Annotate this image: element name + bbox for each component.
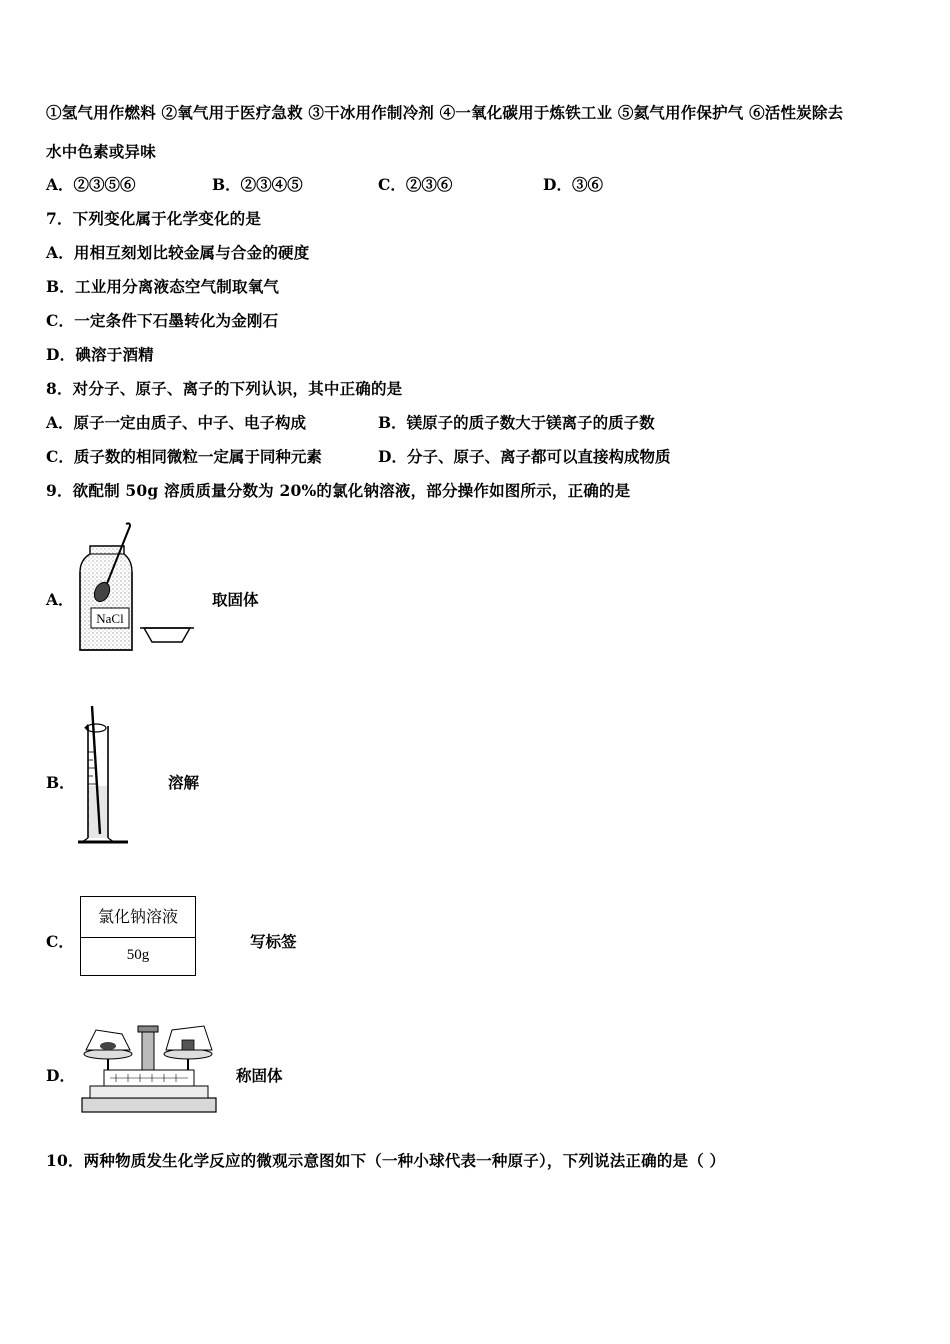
tag-name-text: 氯化钠溶液 — [81, 897, 195, 938]
q7-option-c: C．一定条件下石墨转化为金刚石 — [46, 311, 279, 330]
q6-option-c: C．②③⑥ — [378, 175, 453, 194]
q8-option-b: B．镁原子的质子数大于镁离子的质子数 — [378, 413, 655, 432]
q9-stem: 9．欲配制 50g 溶质质量分数为 20%的氯化钠溶液，部分操作如图所示，正确的是 — [46, 481, 631, 500]
q7-option-a: A．用相互刻划比较金属与合金的硬度 — [46, 243, 310, 262]
q6-items-line2: 水中色素或异味 — [46, 142, 156, 161]
q10-stem: 10．两种物质发生化学反应的微观示意图如下（一种小球代表一种原子），下列说法正确的是（ ） — [46, 1151, 726, 1170]
balance-weighing-figure — [76, 1022, 222, 1118]
q7-option-b: B．工业用分离液态空气制取氧气 — [46, 277, 280, 296]
q6-option-a: A．②③⑤⑥ — [46, 175, 136, 194]
solution-label-tag — [80, 896, 196, 976]
q9-caption-a: 取固体 — [212, 590, 259, 609]
q9-caption-d: 称固体 — [236, 1066, 283, 1085]
q6-option-b: B．②③④⑤ — [212, 175, 303, 194]
nacl-label-text: NaCl — [96, 611, 124, 626]
q9-option-d-letter: D． — [46, 1066, 75, 1085]
tag-mass-text: 50g — [126, 947, 150, 963]
nacl-bottle-spoon-figure — [76, 520, 196, 656]
q8-option-c: C．质子数的相同微粒一定属于同种元素 — [46, 447, 322, 466]
q8-option-d: D．分子、原子、离子都可以直接构成物质 — [378, 447, 671, 466]
q9-option-a-letter: A． — [46, 590, 74, 609]
q9-option-b-letter: B． — [46, 773, 75, 792]
q8-option-a: A．原子一定由质子、中子、电子构成 — [46, 413, 307, 432]
q6-option-d: D．③⑥ — [543, 175, 603, 194]
q9-caption-b: 溶解 — [168, 773, 200, 792]
q8-stem: 8．对分子、原子、离子的下列认识，其中正确的是 — [46, 379, 403, 398]
q9-caption-c: 写标签 — [250, 932, 297, 951]
q6-items-line1: ①氢气用作燃料 ②氧气用于医疗急救 ③干冰用作制冷剂 ④一氧化碳用于炼铁工业 ⑤氦气用作保护气 ⑥活性炭除去 — [46, 103, 844, 122]
q7-stem: 7．下列变化属于化学变化的是 — [46, 209, 262, 228]
q7-option-d: D．碘溶于酒精 — [46, 345, 154, 364]
q9-option-c-letter: C． — [46, 932, 74, 951]
cylinder-stirring-figure — [74, 702, 134, 848]
